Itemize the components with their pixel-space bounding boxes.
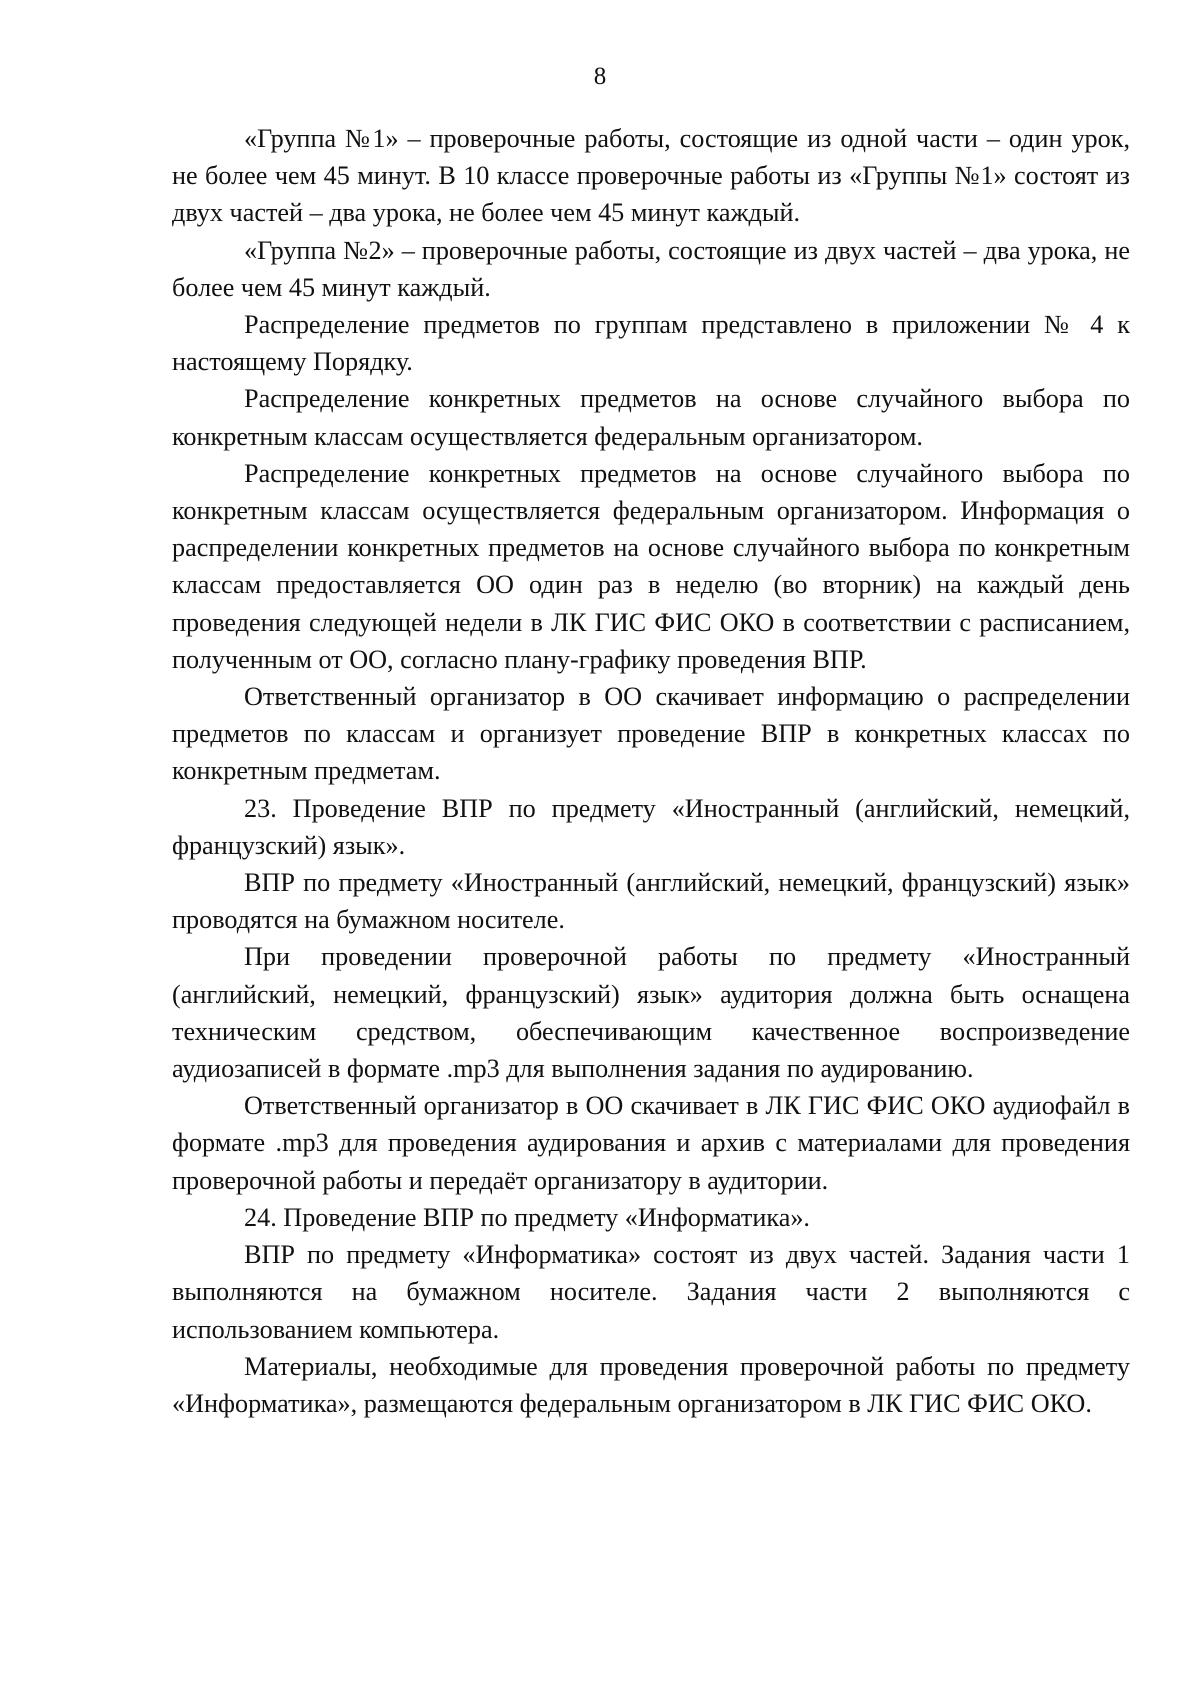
paragraph-group-1: «Группа №1» – проверочные работы, состоящие из одной части – один урок, не более чем 45 минут. В 10 классе проверочные работы из «Группы №1» состоят из двух частей – два урока, не более чем 45 минут каждый.	[172, 124, 1130, 228]
page-number: 8	[593, 63, 607, 90]
paragraph-responsible-organizer: Ответственный организатор в ОО скачивает информацию о распределении предметов по классам и организует проведение ВПР в конкретных классах по конкретным предметам.	[172, 682, 1130, 786]
paragraph-random-selection-info: Распределение конкретных предметов на основе случайного выбора по конкретным классам осуществляется федеральным организатором. Информация о распределении конкретных предметов на основе случайного выбора по конкретным классам предоставляется ОО один раз в неделю (во вторник) на каждый день проведения следующей недели в ЛК ГИС ФИС ОКО в соответствии с расписанием, полученным от ОО, согласно плану-графику проведения ВПР.	[172, 458, 1130, 674]
paragraph-foreign-language-paper: ВПР по предмету «Иностранный (английский, немецкий, французский) язык» проводятся на бумажном носителе.	[172, 868, 1130, 935]
section-heading-23: 23. Проведение ВПР по предмету «Иностранный (английский, немецкий, французский) язык».	[172, 793, 1130, 860]
paragraph-foreign-language-audio: При проведении проверочной работы по предмету «Иностранный (английский, немецкий, французский) язык» аудитория должна быть оснащена техническим средством, обеспечивающим качественное воспроизведение аудиозаписей в формате .mp3 для выполнения задания по аудированию.	[172, 942, 1130, 1084]
paragraph-group-2: «Группа №2» – проверочные работы, состоящие из двух частей – два урока, не более чем 45 минут каждый.	[172, 235, 1130, 302]
paragraph-informatics-materials: Материалы, необходимые для проведения проверочной работы по предмету «Информатика», размещаются федеральным организатором в ЛК ГИС ФИС ОКО.	[172, 1351, 1130, 1418]
paragraph-audio-download: Ответственный организатор в ОО скачивает в ЛК ГИС ФИС ОКО аудиофайл в формате .mp3 для проведения аудирования и архив с материалами для проведения проверочной работы и передаёт организатору в аудитории.	[172, 1091, 1130, 1195]
paragraph-random-selection: Распределение конкретных предметов на основе случайного выбора по конкретным классам осуществляется федеральным организатором.	[172, 384, 1130, 451]
document-body	[172, 120, 1130, 1422]
paragraph-subject-distribution: Распределение предметов по группам представлено в приложении № 4 к настоящему Порядку.	[172, 310, 1130, 377]
paragraph-informatics-parts: ВПР по предмету «Информатика» состоят из двух частей. Задания части 1 выполняются на бумажном носителе. Задания части 2 выполняются с использованием компьютера.	[172, 1240, 1130, 1344]
section-heading-24: 24. Проведение ВПР по предмету «Информатика».	[244, 1202, 810, 1232]
